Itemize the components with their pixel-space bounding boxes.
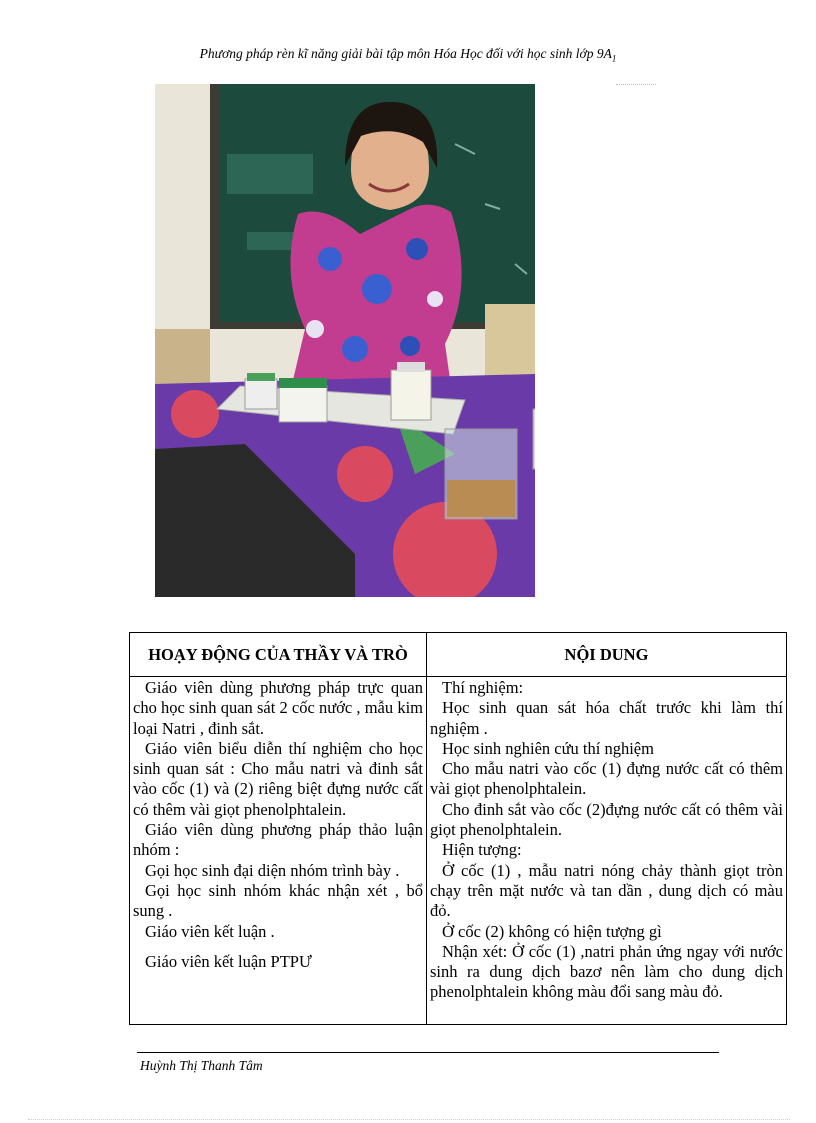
footer-rule [137, 1052, 719, 1053]
header-title: Phương pháp rèn kĩ năng giải bài tập môn Hóa Học đối với học sinh lớp 9A [199, 46, 612, 61]
page-bottom-dotted-rule [28, 1119, 790, 1120]
activity-paragraph: Gọi học sinh nhóm khác nhận xét , bổ sung . [133, 880, 423, 921]
footer-author: Huỳnh Thị Thanh Tâm [140, 1058, 263, 1073]
dress-flower [427, 291, 443, 307]
header-activities: HOẠY ĐỘNG CỦA THẦY VÀ TRÒ [130, 633, 427, 677]
dress-flower [406, 238, 428, 260]
content-paragraph: Học sinh quan sát hóa chất trước khi làm thí nghiệm . [430, 698, 783, 738]
activity-paragraph: Gọi học sinh đại diện nhóm trình bày . [145, 860, 400, 880]
dress-flower [342, 336, 368, 362]
content-cell [427, 677, 787, 1025]
classroom-photo [155, 84, 535, 597]
reagent-bottle [391, 370, 431, 420]
dress-flower [362, 274, 392, 304]
activity-paragraph: Giáo viên biểu diễn thí nghiệm cho học sinh quan sát : Cho mẫu natri và đinh sắt vào cốc (1) và (2) riêng biệt đựng nước cất có thêm vài giọt phenolphtalein. [133, 738, 423, 819]
tablecloth-flower [337, 446, 393, 502]
content-paragraph: Cho mẫu natri vào cốc (1) đựng nước cất có thêm vài giọt phenolphtalein. [430, 759, 783, 799]
content-paragraph: Ở cốc (2) không có hiện tượng gì [442, 921, 662, 941]
table-header-row [130, 633, 787, 677]
activity-paragraph: Giáo viên kết luận . [145, 921, 275, 941]
reagent-cap [397, 362, 425, 372]
classroom-photo-illustration [155, 84, 535, 597]
chemical-jar [279, 386, 327, 422]
activity-paragraph: Giáo viên dùng phương pháp trực quan cho học sinh quan sát 2 cốc nước , mẫu kim loại Natri , đinh sắt. [133, 678, 423, 738]
header-content: NỘI DUNG [427, 633, 787, 677]
activity-paragraph: Giáo viên dùng phương pháp thảo luận nhóm : [133, 820, 423, 860]
tablecloth-flower [171, 390, 219, 438]
chemical-bottle [245, 379, 277, 409]
jar-lid [279, 378, 327, 388]
header-dotted-rule [616, 84, 656, 85]
content-paragraph: Ở cốc (1) , mẫu natri nóng chảy thành giọt tròn chạy trên mặt nước và tan dần , dung dịch có màu đỏ. [430, 860, 783, 921]
page-header [0, 46, 816, 64]
content-paragraph: Học sinh nghiên cứu thí nghiệm [442, 738, 654, 758]
dress-flower [306, 320, 324, 338]
dress-flower [318, 247, 342, 271]
chalkboard-mark [227, 154, 313, 194]
bottle-cap [247, 373, 275, 381]
activity-paragraph: Giáo viên kết luận PTPƯ [145, 951, 312, 971]
beaker-1-liquid [447, 480, 515, 517]
dress-flower [400, 336, 420, 356]
content-paragraph: Thí nghiệm: [442, 678, 524, 697]
activities-cell [130, 677, 427, 1025]
content-paragraph: Nhận xét: Ở cốc (1) ,natri phản ứng ngay với nước sinh ra dung dịch bazơ nên làm cho dung dịch phenolphtalein không màu đổi sang màu đỏ. [430, 941, 783, 1002]
beaker-2 [533, 409, 535, 469]
content-paragraph: Cho đinh sắt vào cốc (2)đựng nước cất có thêm vài giọt phenolphtalein. [430, 799, 783, 840]
content-paragraph: Hiện tượng: [442, 840, 522, 860]
table-row [130, 677, 787, 1025]
header-subscript: 1 [611, 53, 617, 64]
activity-table [129, 632, 787, 1025]
